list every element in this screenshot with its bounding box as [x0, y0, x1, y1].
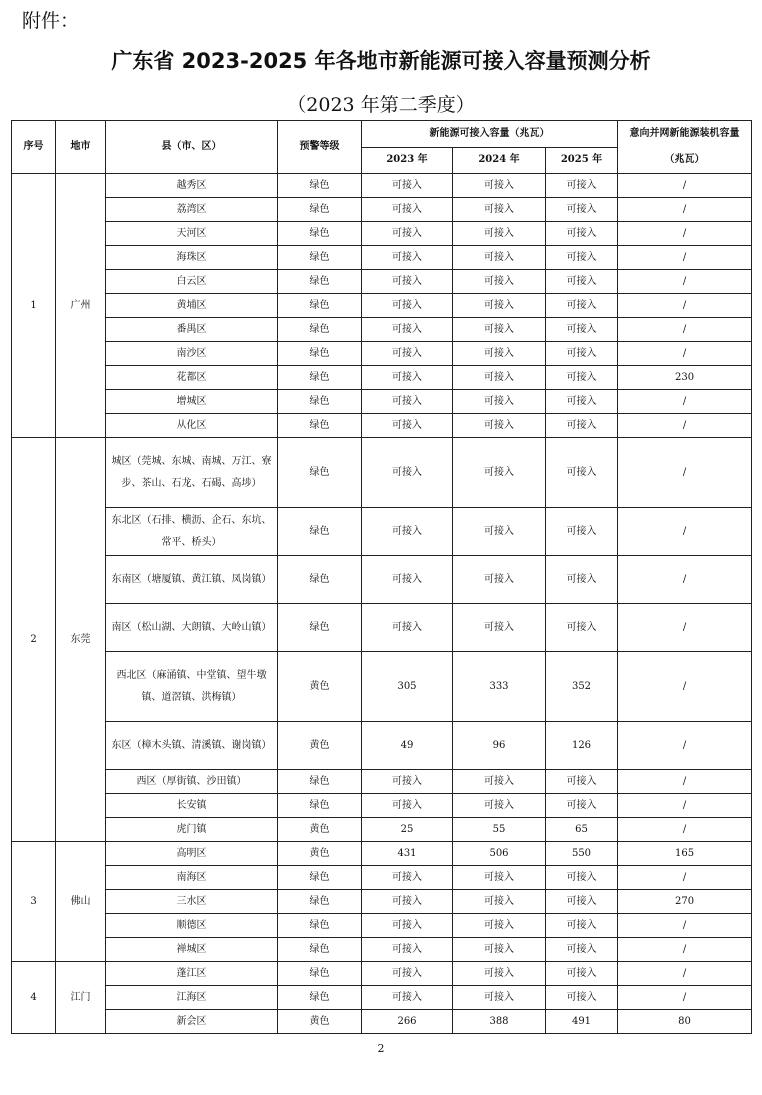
table-row: [12, 652, 752, 722]
cell-capacity-2023: 可接入: [362, 318, 453, 342]
cell-capacity-2024: 可接入: [453, 938, 546, 962]
header-level: 预警等级: [278, 121, 362, 174]
cell-warning-level: 绿色: [278, 938, 362, 962]
cell-capacity-2023: 可接入: [362, 866, 453, 890]
cell-capacity-2023: 可接入: [362, 508, 453, 556]
table-row: [12, 508, 752, 556]
cell-city: 广州: [56, 174, 106, 438]
cell-warning-level: 绿色: [278, 508, 362, 556]
table-row: [12, 722, 752, 770]
cell-capacity-2023: 可接入: [362, 890, 453, 914]
cell-capacity-2023: 可接入: [362, 222, 453, 246]
cell-capacity-2024: 可接入: [453, 198, 546, 222]
cell-capacity-2025: 可接入: [546, 438, 618, 508]
cell-county: 禅城区: [106, 938, 278, 962]
cell-capacity-2025: 可接入: [546, 246, 618, 270]
cell-capacity-2025: 可接入: [546, 794, 618, 818]
cell-capacity-2024: 506: [453, 842, 546, 866]
cell-capacity-2024: 可接入: [453, 508, 546, 556]
cell-county: 蓬江区: [106, 962, 278, 986]
table-row: [12, 842, 752, 866]
cell-capacity-2025: 126: [546, 722, 618, 770]
cell-capacity-2024: 可接入: [453, 770, 546, 794]
cell-intended-capacity: /: [618, 246, 752, 270]
cell-county: 城区（莞城、东城、南城、万江、寮步、茶山、石龙、石碣、高埗）: [106, 438, 278, 508]
cell-warning-level: 绿色: [278, 986, 362, 1010]
table-row: [12, 198, 752, 222]
cell-intended-capacity: /: [618, 508, 752, 556]
cell-warning-level: 绿色: [278, 246, 362, 270]
cell-capacity-2023: 可接入: [362, 986, 453, 1010]
cell-capacity-2024: 可接入: [453, 318, 546, 342]
cell-capacity-2025: 可接入: [546, 556, 618, 604]
cell-capacity-2024: 55: [453, 818, 546, 842]
cell-county: 白云区: [106, 270, 278, 294]
cell-capacity-2025: 可接入: [546, 198, 618, 222]
cell-intended-capacity: /: [618, 174, 752, 198]
table-row: [12, 438, 752, 508]
cell-capacity-2023: 可接入: [362, 294, 453, 318]
cell-capacity-2023: 可接入: [362, 962, 453, 986]
table-row: [12, 866, 752, 890]
cell-capacity-2023: 可接入: [362, 366, 453, 390]
cell-capacity-2024: 可接入: [453, 222, 546, 246]
cell-warning-level: 绿色: [278, 366, 362, 390]
cell-warning-level: 绿色: [278, 866, 362, 890]
table-row: [12, 366, 752, 390]
cell-warning-level: 黄色: [278, 842, 362, 866]
cell-capacity-2023: 可接入: [362, 938, 453, 962]
cell-seq: 1: [12, 174, 56, 438]
table-row: [12, 222, 752, 246]
cell-capacity-2025: 可接入: [546, 174, 618, 198]
cell-city: 佛山: [56, 842, 106, 962]
cell-capacity-2023: 可接入: [362, 438, 453, 508]
cell-intended-capacity: /: [618, 342, 752, 366]
header-year-2023: 2023 年: [362, 147, 453, 174]
cell-warning-level: 绿色: [278, 604, 362, 652]
cell-capacity-2024: 可接入: [453, 866, 546, 890]
cell-county: 南海区: [106, 866, 278, 890]
header-county: 县（市、区）: [106, 121, 278, 174]
cell-capacity-2025: 可接入: [546, 390, 618, 414]
cell-capacity-2024: 可接入: [453, 438, 546, 508]
cell-capacity-2024: 96: [453, 722, 546, 770]
cell-capacity-2024: 可接入: [453, 270, 546, 294]
cell-capacity-2023: 可接入: [362, 414, 453, 438]
table-row: [12, 1010, 752, 1034]
cell-capacity-2025: 可接入: [546, 604, 618, 652]
cell-county: 增城区: [106, 390, 278, 414]
cell-warning-level: 绿色: [278, 390, 362, 414]
document-title: 广东省 2023-2025 年各地市新能源可接入容量预测分析: [111, 49, 651, 73]
cell-intended-capacity: 230: [618, 366, 752, 390]
cell-intended-capacity: /: [618, 438, 752, 508]
cell-intended-capacity: 270: [618, 890, 752, 914]
cell-capacity-2025: 可接入: [546, 270, 618, 294]
cell-capacity-2024: 可接入: [453, 556, 546, 604]
cell-capacity-2023: 可接入: [362, 770, 453, 794]
table-row: [12, 794, 752, 818]
cell-county: 三水区: [106, 890, 278, 914]
cell-county: 南沙区: [106, 342, 278, 366]
cell-capacity-2024: 可接入: [453, 294, 546, 318]
cell-seq: 4: [12, 962, 56, 1034]
cell-capacity-2024: 可接入: [453, 246, 546, 270]
cell-capacity-2023: 可接入: [362, 174, 453, 198]
table-row: [12, 294, 752, 318]
cell-warning-level: 绿色: [278, 770, 362, 794]
cell-intended-capacity: /: [618, 652, 752, 722]
cell-warning-level: 绿色: [278, 174, 362, 198]
cell-warning-level: 绿色: [278, 556, 362, 604]
cell-city: 东莞: [56, 438, 106, 842]
table-row: [12, 556, 752, 604]
cell-warning-level: 绿色: [278, 962, 362, 986]
cell-seq: 2: [12, 438, 56, 842]
cell-warning-level: 黄色: [278, 722, 362, 770]
cell-capacity-2025: 可接入: [546, 414, 618, 438]
cell-capacity-2025: 可接入: [546, 890, 618, 914]
table-row: [12, 818, 752, 842]
cell-capacity-2025: 65: [546, 818, 618, 842]
cell-capacity-2023: 49: [362, 722, 453, 770]
cell-capacity-2024: 可接入: [453, 390, 546, 414]
cell-county: 虎门镇: [106, 818, 278, 842]
header-seq: 序号: [12, 121, 56, 174]
table-row: [12, 174, 752, 198]
table-row: [12, 962, 752, 986]
cell-warning-level: 绿色: [278, 794, 362, 818]
cell-county: 番禺区: [106, 318, 278, 342]
cell-capacity-2025: 可接入: [546, 294, 618, 318]
cell-intended-capacity: /: [618, 604, 752, 652]
cell-warning-level: 绿色: [278, 890, 362, 914]
table-row: [12, 604, 752, 652]
cell-capacity-2025: 可接入: [546, 914, 618, 938]
cell-capacity-2025: 可接入: [546, 318, 618, 342]
cell-capacity-2025: 可接入: [546, 770, 618, 794]
cell-warning-level: 黄色: [278, 818, 362, 842]
cell-capacity-2025: 550: [546, 842, 618, 866]
cell-seq: 3: [12, 842, 56, 962]
table-row: [12, 414, 752, 438]
cell-capacity-2024: 可接入: [453, 414, 546, 438]
cell-warning-level: 绿色: [278, 342, 362, 366]
table-row: [12, 318, 752, 342]
cell-intended-capacity: /: [618, 722, 752, 770]
cell-intended-capacity: 80: [618, 1010, 752, 1034]
cell-county: 江海区: [106, 986, 278, 1010]
cell-capacity-2024: 可接入: [453, 794, 546, 818]
cell-capacity-2025: 可接入: [546, 866, 618, 890]
table-row: [12, 246, 752, 270]
cell-county: 海珠区: [106, 246, 278, 270]
cell-county: 从化区: [106, 414, 278, 438]
cell-county: 西北区（麻涌镇、中堂镇、望牛墩镇、道滘镇、洪梅镇）: [106, 652, 278, 722]
cell-intended-capacity: /: [618, 294, 752, 318]
cell-warning-level: 绿色: [278, 914, 362, 938]
cell-intended-capacity: /: [618, 938, 752, 962]
cell-warning-level: 绿色: [278, 414, 362, 438]
cell-capacity-2025: 可接入: [546, 962, 618, 986]
header-intended: 意向并网新能源装机容量（兆瓦）: [618, 121, 752, 174]
attachment-label: 附件：: [22, 10, 80, 32]
cell-capacity-2024: 可接入: [453, 986, 546, 1010]
cell-county: 天河区: [106, 222, 278, 246]
cell-warning-level: 黄色: [278, 1010, 362, 1034]
cell-intended-capacity: /: [618, 962, 752, 986]
cell-capacity-2023: 266: [362, 1010, 453, 1034]
cell-capacity-2023: 431: [362, 842, 453, 866]
cell-county: 长安镇: [106, 794, 278, 818]
cell-capacity-2025: 可接入: [546, 986, 618, 1010]
cell-warning-level: 黄色: [278, 652, 362, 722]
cell-warning-level: 绿色: [278, 438, 362, 508]
cell-intended-capacity: /: [618, 818, 752, 842]
cell-intended-capacity: 165: [618, 842, 752, 866]
cell-capacity-2025: 可接入: [546, 366, 618, 390]
cell-intended-capacity: /: [618, 914, 752, 938]
cell-capacity-2023: 25: [362, 818, 453, 842]
cell-intended-capacity: /: [618, 986, 752, 1010]
cell-capacity-2023: 305: [362, 652, 453, 722]
cell-capacity-2024: 388: [453, 1010, 546, 1034]
table-row: [12, 270, 752, 294]
cell-capacity-2024: 可接入: [453, 604, 546, 652]
cell-county: 南区（松山湖、大朗镇、大岭山镇）: [106, 604, 278, 652]
cell-county: 西区（厚街镇、沙田镇）: [106, 770, 278, 794]
cell-capacity-2023: 可接入: [362, 342, 453, 366]
cell-intended-capacity: /: [618, 556, 752, 604]
cell-county: 顺德区: [106, 914, 278, 938]
cell-capacity-2023: 可接入: [362, 270, 453, 294]
table-row: [12, 986, 752, 1010]
cell-intended-capacity: /: [618, 198, 752, 222]
cell-county: 东区（樟木头镇、清溪镇、谢岗镇）: [106, 722, 278, 770]
cell-capacity-2023: 可接入: [362, 390, 453, 414]
cell-capacity-2024: 可接入: [453, 174, 546, 198]
cell-intended-capacity: /: [618, 770, 752, 794]
cell-capacity-2025: 可接入: [546, 938, 618, 962]
table-row: [12, 938, 752, 962]
cell-capacity-2023: 可接入: [362, 556, 453, 604]
table-row: [12, 342, 752, 366]
cell-intended-capacity: /: [618, 414, 752, 438]
cell-capacity-2025: 可接入: [546, 508, 618, 556]
table-row: [12, 890, 752, 914]
cell-capacity-2025: 491: [546, 1010, 618, 1034]
cell-capacity-2024: 可接入: [453, 890, 546, 914]
cell-county: 花都区: [106, 366, 278, 390]
cell-warning-level: 绿色: [278, 294, 362, 318]
cell-city: 江门: [56, 962, 106, 1034]
cell-capacity-2025: 可接入: [546, 222, 618, 246]
cell-intended-capacity: /: [618, 390, 752, 414]
header-capacity-group: 新能源可接入容量（兆瓦）: [362, 121, 618, 148]
cell-intended-capacity: /: [618, 794, 752, 818]
cell-intended-capacity: /: [618, 222, 752, 246]
cell-capacity-2024: 可接入: [453, 342, 546, 366]
header-city: 地市: [56, 121, 106, 174]
cell-capacity-2023: 可接入: [362, 794, 453, 818]
cell-county: 东南区（塘厦镇、黄江镇、凤岗镇）: [106, 556, 278, 604]
cell-county: 新会区: [106, 1010, 278, 1034]
table-body: [12, 174, 752, 1034]
cell-intended-capacity: /: [618, 270, 752, 294]
cell-county: 东北区（石排、横沥、企石、东坑、常平、桥头）: [106, 508, 278, 556]
header-year-2024: 2024 年: [453, 147, 546, 174]
cell-capacity-2023: 可接入: [362, 198, 453, 222]
table-row: [12, 770, 752, 794]
cell-county: 荔湾区: [106, 198, 278, 222]
capacity-table: [11, 120, 752, 1034]
cell-capacity-2024: 可接入: [453, 366, 546, 390]
cell-capacity-2023: 可接入: [362, 246, 453, 270]
cell-warning-level: 绿色: [278, 198, 362, 222]
cell-capacity-2023: 可接入: [362, 604, 453, 652]
cell-county: 高明区: [106, 842, 278, 866]
cell-county: 越秀区: [106, 174, 278, 198]
cell-intended-capacity: /: [618, 866, 752, 890]
cell-capacity-2024: 可接入: [453, 914, 546, 938]
cell-county: 黄埔区: [106, 294, 278, 318]
cell-warning-level: 绿色: [278, 318, 362, 342]
cell-warning-level: 绿色: [278, 222, 362, 246]
document-subtitle: （2023 年第二季度）: [287, 94, 475, 116]
cell-capacity-2025: 352: [546, 652, 618, 722]
cell-capacity-2024: 333: [453, 652, 546, 722]
cell-capacity-2024: 可接入: [453, 962, 546, 986]
cell-capacity-2023: 可接入: [362, 914, 453, 938]
header-year-2025: 2025 年: [546, 147, 618, 174]
table-row: [12, 390, 752, 414]
cell-intended-capacity: /: [618, 318, 752, 342]
table-row: [12, 914, 752, 938]
page-number: 2: [377, 1042, 385, 1055]
cell-warning-level: 绿色: [278, 270, 362, 294]
cell-capacity-2025: 可接入: [546, 342, 618, 366]
